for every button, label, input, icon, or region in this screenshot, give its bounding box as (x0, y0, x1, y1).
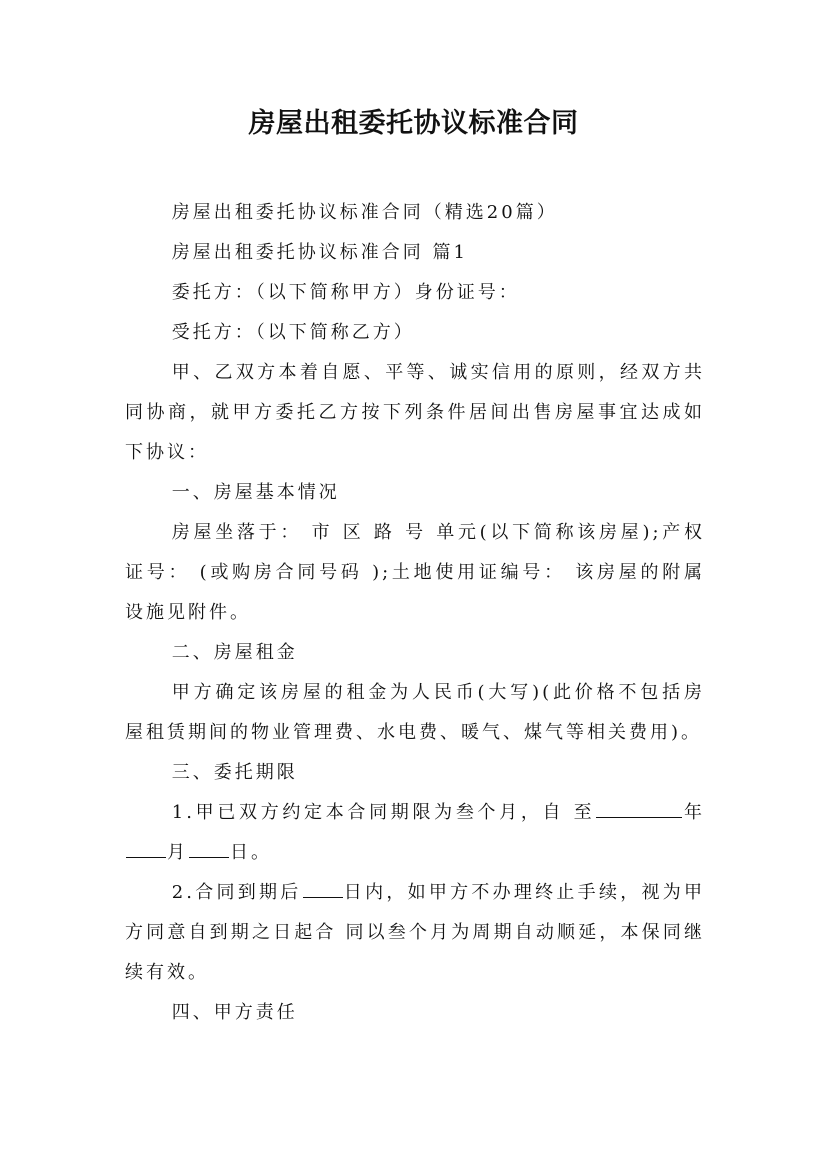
paragraph-agent: 受托方：（以下简称乙方） (171, 322, 415, 343)
paragraph-term-1 (125, 793, 705, 873)
term-1-day: 日。 (230, 842, 272, 863)
blank-line (303, 875, 343, 898)
term-1-text: 1.甲已双方约定本合同期限为叁个月，自 至 (171, 802, 596, 823)
section-heading-1: 一、房屋基本情况 (171, 482, 340, 503)
term-1-year: 年 (683, 802, 705, 823)
document-title: 房屋出租委托协议标准合同 (248, 108, 579, 139)
paragraph-term-2 (125, 873, 705, 993)
blank-line (126, 835, 166, 858)
paragraph-rent: 甲方确定该房屋的租金为人民币(大写)(此价格不包括房 屋租赁期间的物业管理费、水电费、暖气、煤气等相关费用)。 (125, 682, 705, 743)
paragraph-preamble: 甲、乙双方本着自愿、平等、诚实信用的原则，经双方共同协商，就甲方委托乙方按下列条件居间出售房屋事宜达成如下协议： (125, 362, 705, 463)
document-body (125, 193, 705, 1033)
paragraph-subtitle: 房屋出租委托协议标准合同（精选20篇） (171, 202, 558, 223)
paragraph-article-heading: 房屋出租委托协议标准合同 篇1 (171, 242, 468, 263)
paragraph-property-info: 房屋坐落于： 市 区 路 号 单元(以下简称该房屋);产权证号： (或购房合同号码 );土地使用证编号： 该房屋的附属设施见附件。 (125, 522, 705, 623)
blank-line (596, 795, 682, 818)
term-1-month: 月 (167, 842, 188, 863)
paragraph-principal: 委托方：（以下简称甲方）身份证号： (171, 282, 520, 303)
section-heading-4: 四、甲方责任 (171, 1002, 298, 1023)
section-heading-2: 二、房屋租金 (171, 642, 298, 663)
term-2-text-end: 日内，如甲方不办理终止手续，视为甲方同意自到期之日起合 同以叁个月为周期自动顺延，本保同继续有效。 (125, 882, 706, 983)
section-heading-3: 三、委托期限 (171, 762, 298, 783)
blank-line (189, 835, 229, 858)
term-2-text-start: 2.合同到期后 (171, 882, 302, 903)
